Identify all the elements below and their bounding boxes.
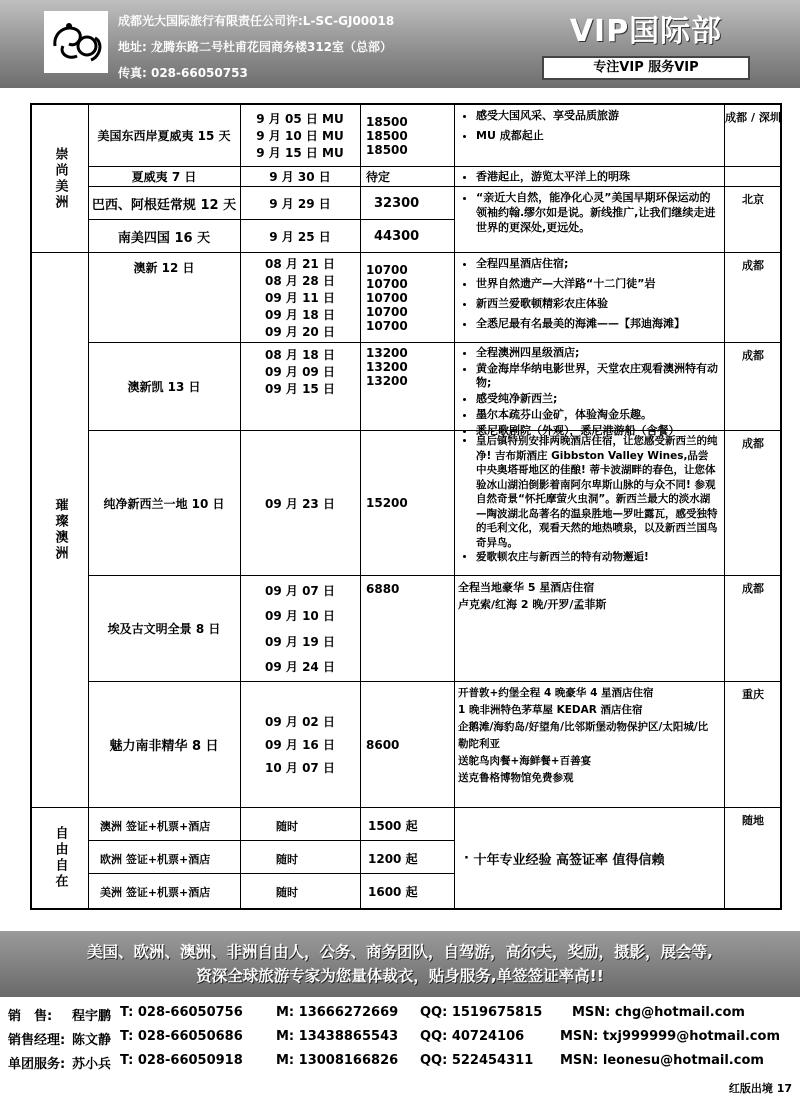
contact-tel[interactable]: T: 028-66050756	[120, 1005, 243, 1020]
tour-row	[88, 431, 782, 576]
free-travel-row: 美洲 签证+机票+酒店 随时 1600 起	[100, 885, 418, 899]
tour-name: 魅力南非精华 8 日	[109, 739, 219, 754]
departure-city: 成都	[742, 437, 764, 450]
tour-name: 澳新 12 日	[133, 261, 195, 275]
contact-tel[interactable]: T: 028-66050918	[120, 1053, 243, 1068]
vip-badge	[542, 12, 750, 80]
tour-prices: 44300	[374, 229, 420, 244]
tour-desc: • 全程四星酒店住宿; • 世界自然遗产—大洋路“十二门徒”岩 • 新西兰爱歌顿精彩农庄体验 • 全悉尼最有名最美的海滩——【邦迪海滩】	[454, 253, 724, 342]
section-free-travel: 自由自在	[52, 826, 68, 890]
contact-list	[8, 1002, 794, 1074]
tour-name: 澳新凯 13 日	[127, 380, 201, 394]
section-americas: 崇尚美洲	[32, 105, 88, 253]
tour-dates: 9 月 29 日	[240, 187, 360, 220]
tour-prices: 10700 10700 10700 10700 10700	[366, 262, 408, 333]
contact-row: 销售经理: 陈文静 T: 028-66050686 M: 13438865543 QQ: 40724106 MSN: txj999999@hotmail.com	[8, 1029, 780, 1048]
tour-desc: • 香港起止，游览太平洋上的明珠	[454, 167, 724, 186]
contact-msn[interactable]: MSN: leonesu@hotmail.com	[560, 1053, 764, 1068]
departure-city: 随地	[742, 814, 764, 827]
tour-prices: 6880	[366, 582, 400, 596]
tour-dates: 9 月 05 日 MU 9 月 10 日 MU 9 月 15 日 MU	[256, 112, 344, 160]
contact-msn[interactable]: MSN: chg@hotmail.com	[572, 1005, 745, 1020]
free-travel-block	[88, 808, 782, 908]
tour-row	[88, 105, 782, 167]
company-fax: 传真: 028-66050753	[118, 66, 248, 80]
tour-name: 美国东西岸夏威夷 15 天	[97, 129, 231, 143]
tour-desc: • 感受大国风采、享受品质旅游 • MU 成都起止	[454, 105, 724, 166]
tour-desc: • 皇后镇特别安排两晚酒店住宿，让您感受新西兰的纯净! 吉布斯酒庄 Gibbston Valley Wines,品尝中央奥塔哥地区的佳酿! 蒂卡波湖畔的春色，让您体验冰山湖泊倒影着南阿尔卑斯山脉的与众不同! 参观自然奇景“怀托摩萤火虫洞”。新西兰最大的淡水湖—陶波湖北岛著名的温泉胜地—罗吐露瓦，感受独特的毛利文化，观看天然的地热喷泉，以及新西兰国鸟奇异鸟。 • 爱歌顿农庄与新西兰的特有动物邂逅!	[454, 431, 724, 575]
departure-city: 成都	[742, 582, 764, 595]
tour-desc: 开普敦+约堡全程 4 晚豪华 4 星酒店住宿 1 晚非洲特色茅草屋 KEDAR 酒店住宿 企鹅滩/海豹岛/好望角/比邻斯堡动物保护区/太阳城/比勒陀利亚 送鸵鸟肉餐+海鲜餐+百善宴 送克鲁格博物馆免费参观	[458, 687, 709, 784]
free-travel-row: 欧洲 签证+机票+酒店 随时 1200 起	[88, 841, 454, 874]
tour-name: 南美四国 16 天	[117, 231, 211, 246]
header-bar	[0, 0, 800, 88]
tour-prices: 15200	[366, 496, 408, 510]
contact-mobile[interactable]: M: 13666272669	[276, 1005, 399, 1020]
departure-city: 重庆	[742, 688, 764, 701]
tour-dates: 08 月 18 日 09 月 09 日 09 月 15 日	[265, 348, 335, 396]
contact-qq: QQ: 1519675815	[420, 1005, 543, 1020]
contact-msn[interactable]: MSN: txj999999@hotmail.com	[560, 1029, 780, 1044]
tour-row	[88, 343, 782, 437]
tour-dates: 09 月 07 日 09 月 10 日 09 月 19 日 09 月 24 日	[265, 584, 335, 674]
page-footer: 红版出境 17	[728, 1082, 792, 1095]
section-oceania: 璀璨澳洲	[32, 253, 88, 808]
tour-prices: 18500 18500 18500	[366, 114, 408, 157]
banner-line-2: 资深全球旅游专家为您量体裁衣，贴身服务,单签签证率高!!	[196, 967, 604, 985]
tour-name: 巴西、阿根廷常规 12 天	[88, 187, 240, 220]
departure-city: 成都	[742, 259, 764, 272]
vip-slogan: 专注VIP 服务VIP	[542, 56, 750, 80]
tour-name: 夏威夷 7 日	[131, 170, 197, 184]
departure-city: 成都 / 深圳	[725, 111, 781, 124]
contact-qq: QQ: 522454311	[420, 1053, 534, 1068]
promo-banner	[0, 931, 800, 997]
tour-dates: 09 月 02 日 09 月 16 日 10 月 07 日	[265, 715, 335, 775]
contact-qq: QQ: 40724106	[420, 1029, 525, 1044]
company-address: 地址: 龙腾东路二号杜甫花园商务楼312室（总部）	[118, 40, 393, 54]
tour-name: 埃及古文明全景 8 日	[107, 622, 221, 636]
tour-prices: 待定	[366, 170, 391, 184]
tour-dates: 08 月 21 日 08 月 28 日 09 月 11 日 09 月 18 日 09 月 20 日	[265, 257, 335, 339]
tour-prices: 32300	[360, 187, 454, 220]
contact-mobile[interactable]: M: 13008166826	[276, 1053, 399, 1068]
tour-name: 纯净新西兰一地 10 日	[103, 496, 225, 511]
company-license: 成都光大国际旅行有限责任公司许:L-SC-GJ00018	[118, 14, 395, 28]
tour-desc: • “亲近大自然，能净化心灵”美国早期环保运动的领袖约翰.缪尔如是说。新线推广,让我们继续走进世界的更深处,更远处。	[454, 187, 724, 252]
banner-line-1: 美国、欧洲、澳洲、非洲自由人，公务、商务团队，自驾游，高尔夫，奖励，摄影，展会等,	[87, 943, 713, 961]
tour-desc: 全程当地豪华 5 星酒店住宿 卢克索/红海 2 晚/开罗/孟菲斯	[458, 581, 607, 611]
logo-swirl-icon	[47, 16, 105, 68]
contact-row: 销 售: 程宇鹏 T: 028-66050756 M: 13666272669 QQ: 1519675815 MSN: chg@hotmail.com	[8, 1005, 745, 1024]
free-travel-row: 澳洲 签证+机票+酒店 随时 1500 起	[88, 808, 454, 841]
tour-table	[30, 103, 782, 910]
tour-dates: 09 月 23 日	[265, 496, 335, 511]
tour-prices: 13200 13200 13200	[366, 346, 408, 388]
departure-city: 成都	[742, 349, 764, 362]
company-logo	[44, 11, 108, 73]
departure-city	[724, 167, 782, 186]
vip-title: VIP国际部	[569, 14, 723, 49]
tour-row	[88, 167, 782, 187]
tour-dates: 9 月 25 日	[269, 230, 331, 244]
tour-dates: 9 月 30 日	[269, 170, 331, 184]
free-travel-desc: · 十年专业经验 高签证率 值得信赖	[464, 850, 665, 868]
contact-tel[interactable]: T: 028-66050686	[120, 1029, 243, 1044]
tour-row	[88, 576, 782, 682]
tour-row	[88, 253, 782, 343]
departure-city: 北京	[742, 193, 764, 206]
tour-prices: 8600	[366, 737, 400, 752]
tour-row	[88, 187, 782, 253]
tour-row	[88, 682, 782, 808]
tour-desc: • 全程澳洲四星级酒店; • 黄金海岸华纳电影世界，天堂农庄观看澳洲特有动物; • 感受纯净新西兰; • 墨尔本疏芬山金矿，体验淘金乐趣。 • 悉尼歌剧院（外观），悉尼港游船（含餐）	[454, 343, 724, 430]
contact-mobile[interactable]: M: 13438865543	[276, 1029, 399, 1044]
contact-row: 单团服务: 苏小兵 T: 028-66050918 M: 13008166826 QQ: 522454311 MSN: leonesu@hotmail.com	[8, 1053, 764, 1072]
